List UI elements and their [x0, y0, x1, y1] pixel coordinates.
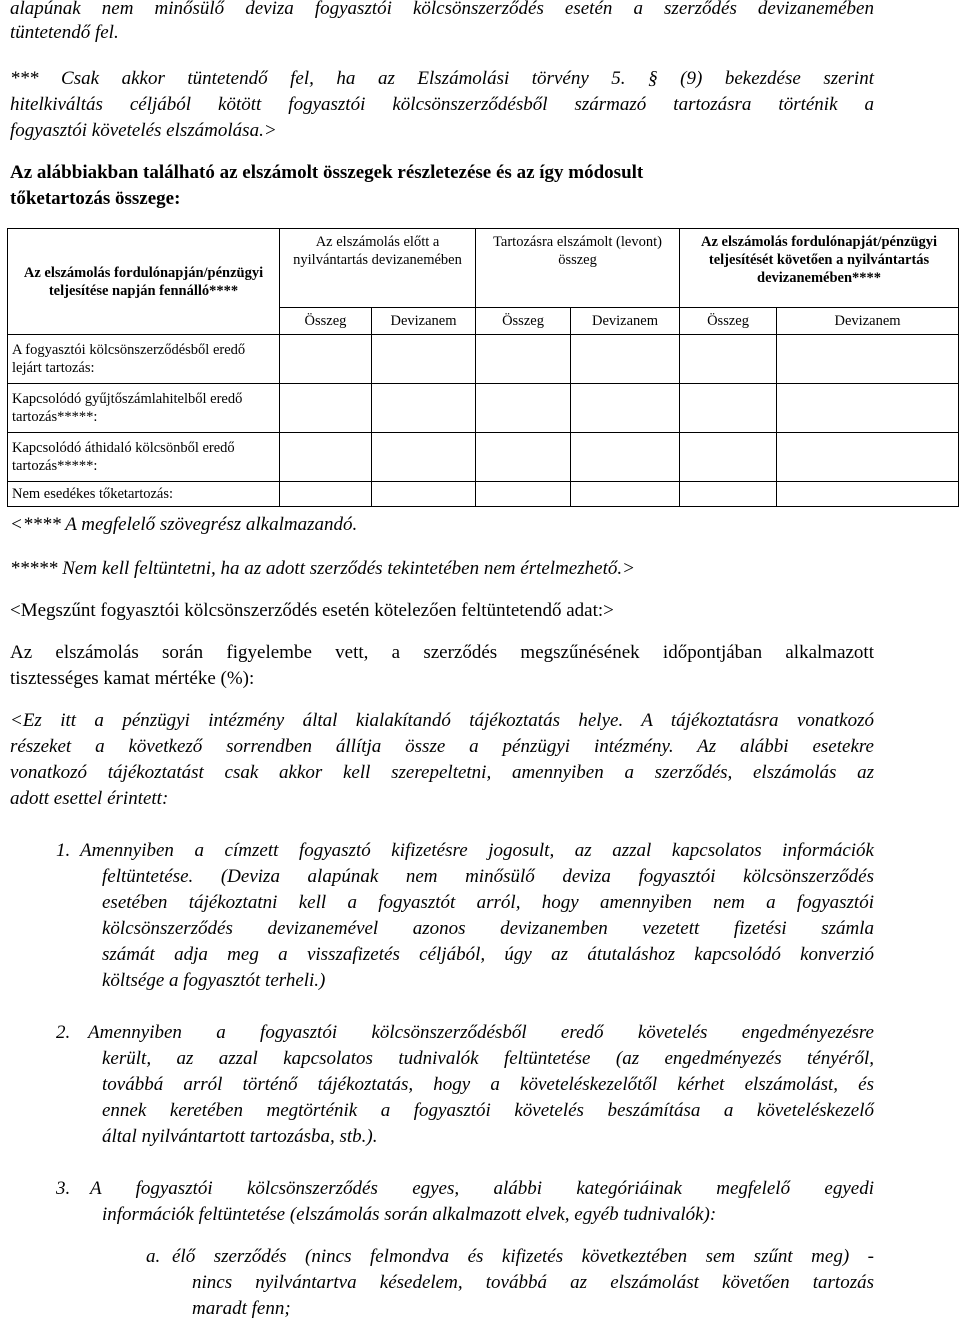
- table-cell: [571, 335, 680, 384]
- intro-line-1: alapúnak nem minősülő deviza fogyasztói kölcsönszerződés esetén a szerződés devizanemében: [10, 0, 874, 19]
- table-row: [8, 482, 959, 507]
- sub-item-a-line-3: maradt fenn;: [192, 1298, 291, 1319]
- list-item-2-line-3: továbbá arról történő tájékoztatás, hogy a követeléskezelőtől kérhet elszámolást, és: [102, 1074, 874, 1095]
- note-not-required: ***** Nem kell feltüntetni, ha az adott szerződés tekintetében nem értelmezhető.>: [10, 558, 635, 579]
- sub-item-a-line-2: nincs nyilvántartva késedelem, továbbá az elszámolást követően tartozás: [192, 1272, 874, 1293]
- header-cell-deducted: Tartozásra elszámolt (levont) összeg: [476, 229, 680, 308]
- subheader-currency: Devizanem: [777, 308, 959, 335]
- table-cell: [571, 433, 680, 482]
- header-cell-balance: Az elszámolás fordulónapján/pénzügyi teljesítése napján fennálló****: [8, 229, 280, 335]
- info-line-3: vonatkozó tájékoztatást csak akkor kell szerepeltetni, amennyiben a szerződés, elszámolás az: [10, 762, 874, 783]
- subheader-amount: Összeg: [680, 308, 777, 335]
- table-cell: [372, 482, 476, 507]
- list-item-1-line-5: számát adja meg a visszafizetés céljából, úgy az átutaláshoz kapcsolódó konverzió: [102, 944, 874, 965]
- table-cell: [571, 482, 680, 507]
- footnote-3-line-3: fogyasztói követelés elszámolása.>: [10, 120, 277, 141]
- list-item-1-line-4: kölcsönszerződés devizanemével azonos devizanemben vezetett fizetési számla: [102, 918, 874, 939]
- subheader-currency: Devizanem: [372, 308, 476, 335]
- section-heading-line-1: Az alábbiakban található az elszámolt összegek részletezése és az így módosult: [10, 162, 644, 183]
- table-cell: [680, 482, 777, 507]
- list-number-2: 2.: [56, 1022, 71, 1043]
- list-item-2-line-2: került, az azzal kapcsolatos tudnivalók feltüntetése (az engedményezés tényéről,: [102, 1048, 874, 1069]
- table-cell: [372, 433, 476, 482]
- info-line-1: <Ez itt a pénzügyi intézmény által kialakítandó tájékoztatás helye. A tájékoztatásra vonatkozó: [10, 710, 874, 731]
- list-number-3: 3.: [56, 1178, 71, 1199]
- settlement-table: [7, 228, 959, 507]
- table-cell: [372, 335, 476, 384]
- list-item-1-line-3: esetében tájékoztatni kell a fogyasztót arról, hogy amennyiben nem a fogyasztói: [102, 892, 874, 913]
- table-cell: [777, 335, 959, 384]
- table-cell: [777, 482, 959, 507]
- table-header-row: [8, 229, 959, 308]
- subheader-amount: Összeg: [280, 308, 372, 335]
- intro-line-2: tüntetendő fel.: [10, 22, 119, 43]
- table-cell: [476, 482, 571, 507]
- list-item-2-line-4: ennek keretében megtörténik a fogyasztói követelés beszámítása a követeléskezelő: [102, 1100, 874, 1121]
- table-cell: [680, 384, 777, 433]
- header-cell-before: Az elszámolás előtt a nyilvántartás devizanemében: [280, 229, 476, 308]
- table-cell: [571, 384, 680, 433]
- table-cell: [680, 433, 777, 482]
- interest-line-1: Az elszámolás során figyelembe vett, a szerződés megszűnésének időpontjában alkalmazott: [10, 642, 874, 663]
- table-cell: [372, 384, 476, 433]
- list-item-2-line-1: Amennyiben a fogyasztói kölcsönszerződésből eredő követelés engedményezésre: [88, 1022, 874, 1043]
- list-item-1-line-1: Amennyiben a címzett fogyasztó kifizetésre jogosult, az azzal kapcsolatos információk: [80, 840, 874, 861]
- table-cell: [280, 433, 372, 482]
- row-label-bridge-loan-debt: Kapcsolódó áthidaló kölcsönből eredő tartozás*****:: [8, 433, 280, 482]
- table-row: [8, 433, 959, 482]
- note-mandatory-data: <Megszűnt fogyasztói kölcsönszerződés esetén kötelezően feltüntetendő adat:>: [10, 600, 614, 621]
- list-item-3-line-1: A fogyasztói kölcsönszerződés egyes, alábbi kategóriáinak megfelelő egyedi: [90, 1178, 874, 1199]
- list-item-1-line-6: költsége a fogyasztót terheli.): [102, 970, 326, 991]
- table-cell: [476, 433, 571, 482]
- table-cell: [777, 384, 959, 433]
- info-line-4: adott esettel érintett:: [10, 788, 169, 809]
- table-row: [8, 335, 959, 384]
- sub-item-label-a: a.: [146, 1246, 161, 1267]
- info-line-2: részeket a következő sorrendben állítja össze a pénzügyi intézmény. Az alábbi esetekre: [10, 736, 874, 757]
- table-cell: [280, 384, 372, 433]
- note-applicable-text: <**** A megfelelő szövegrész alkalmazandó.: [10, 514, 358, 535]
- sub-item-a-line-1: élő szerződés (nincs felmondva és kifizetés következtében sem szűnt meg) -: [172, 1246, 874, 1267]
- list-item-1-line-2: feltüntetése. (Deviza alapúnak nem minősülő deviza fogyasztói kölcsönszerződés: [102, 866, 874, 887]
- footnote-3-line-1: *** Csak akkor tüntetendő fel, ha az Elszámolási törvény 5. § (9) bekezdése szerint: [10, 68, 874, 89]
- footnote-3-line-2: hitelkiváltás céljából kötött fogyasztói kölcsönszerződésből származó tartozásra történik a: [10, 94, 874, 115]
- list-number-1: 1.: [56, 840, 71, 861]
- table-row: [8, 384, 959, 433]
- row-label-collection-account-debt: Kapcsolódó gyűjtőszámlahitelből eredő tartozás*****:: [8, 384, 280, 433]
- table-cell: [476, 384, 571, 433]
- header-cell-after: Az elszámolás fordulónapját/pénzügyi teljesítését követően a nyilvántartás devizanemében****: [680, 229, 959, 308]
- interest-line-2: tisztességes kamat mértéke (%):: [10, 668, 255, 689]
- table-cell: [680, 335, 777, 384]
- section-heading-line-2: tőketartozás összege:: [10, 188, 181, 209]
- subheader-amount: Összeg: [476, 308, 571, 335]
- table-cell: [280, 482, 372, 507]
- subheader-currency: Devizanem: [571, 308, 680, 335]
- table-cell: [476, 335, 571, 384]
- row-label-overdue-debt: A fogyasztói kölcsönszerződésből eredő lejárt tartozás:: [8, 335, 280, 384]
- list-item-2-line-5: által nyilvántartott tartozásba, stb.).: [102, 1126, 378, 1147]
- list-item-3-line-2: információk feltüntetése (elszámolás során alkalmazott elvek, egyéb tudnivalók):: [102, 1204, 717, 1225]
- row-label-not-due-principal: Nem esedékes tőketartozás:: [8, 482, 280, 507]
- table-cell: [777, 433, 959, 482]
- table-cell: [280, 335, 372, 384]
